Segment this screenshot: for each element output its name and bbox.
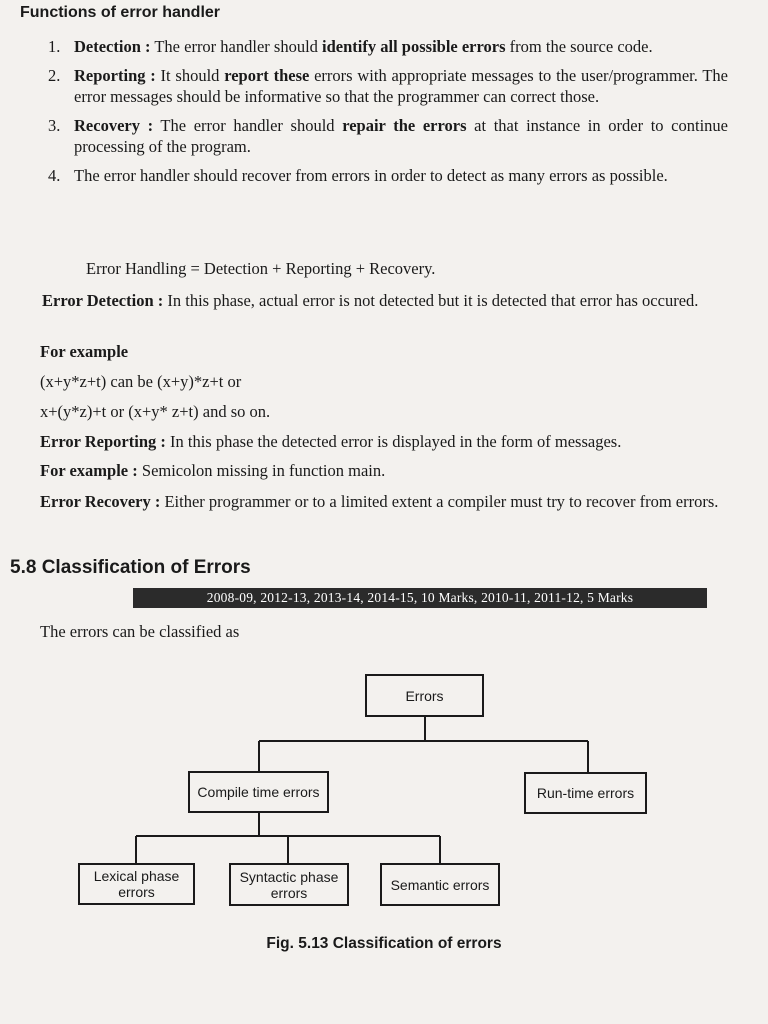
list-item-3: 3. Recovery : The error handler should repair the errors at that instance in order to continue processing of the program. — [48, 116, 728, 156]
section-intro: The errors can be classified as — [40, 622, 240, 641]
error-classification-diagram — [0, 660, 768, 920]
node-semantic-errors: Semantic errors — [380, 863, 500, 906]
error-recovery-paragraph: Error Recovery : Either programmer or to a limited extent a compiler must try to recover from errors. — [40, 492, 719, 511]
detection-example-label: For example — [40, 342, 129, 361]
node-compile-time-errors: Compile time errors — [188, 771, 329, 813]
list-item-4: 4. The error handler should recover from errors in order to detect as many errors as possible. — [48, 166, 668, 185]
error-detection-paragraph: Error Detection : In this phase, actual error is not detected but it is detected that error has occured. — [42, 291, 699, 310]
node-errors: Errors — [365, 674, 484, 717]
section-heading-functions: Functions of error handler — [20, 4, 221, 21]
error-reporting-paragraph: Error Reporting : In this phase the detected error is displayed in the form of messages. — [40, 432, 622, 451]
detection-example-line-2: x+(y*z)+t or (x+y* z+t) and so on. — [40, 402, 271, 421]
node-lexical-phase-errors: Lexical phase errors — [78, 863, 195, 905]
figure-caption: Fig. 5.13 Classification of errors — [266, 935, 502, 952]
reporting-example: For example : Semicolon missing in function main. — [40, 461, 386, 480]
list-item-1: 1. Detection : The error handler should identify all possible errors from the source code. — [48, 37, 653, 56]
marks-banner: 2008-09, 2012-13, 2013-14, 2014-15, 10 Marks, 2010-11, 2011-12, 5 Marks — [133, 588, 707, 608]
detection-example-line-1: (x+y*z+t) can be (x+y)*z+t or — [40, 372, 242, 391]
error-handling-formula: Error Handling = Detection + Reporting + Recovery. — [86, 259, 436, 278]
list-item-2: 2. Reporting : It should report these errors with appropriate messages to the user/programmer. The error messages should be informative so that the programmer can correct those. — [48, 66, 728, 106]
node-run-time-errors: Run-time errors — [524, 772, 647, 814]
functions-list — [48, 36, 728, 194]
section-title: 5.8 Classification of Errors — [10, 557, 251, 578]
node-syntactic-phase-errors: Syntactic phase errors — [229, 863, 349, 906]
